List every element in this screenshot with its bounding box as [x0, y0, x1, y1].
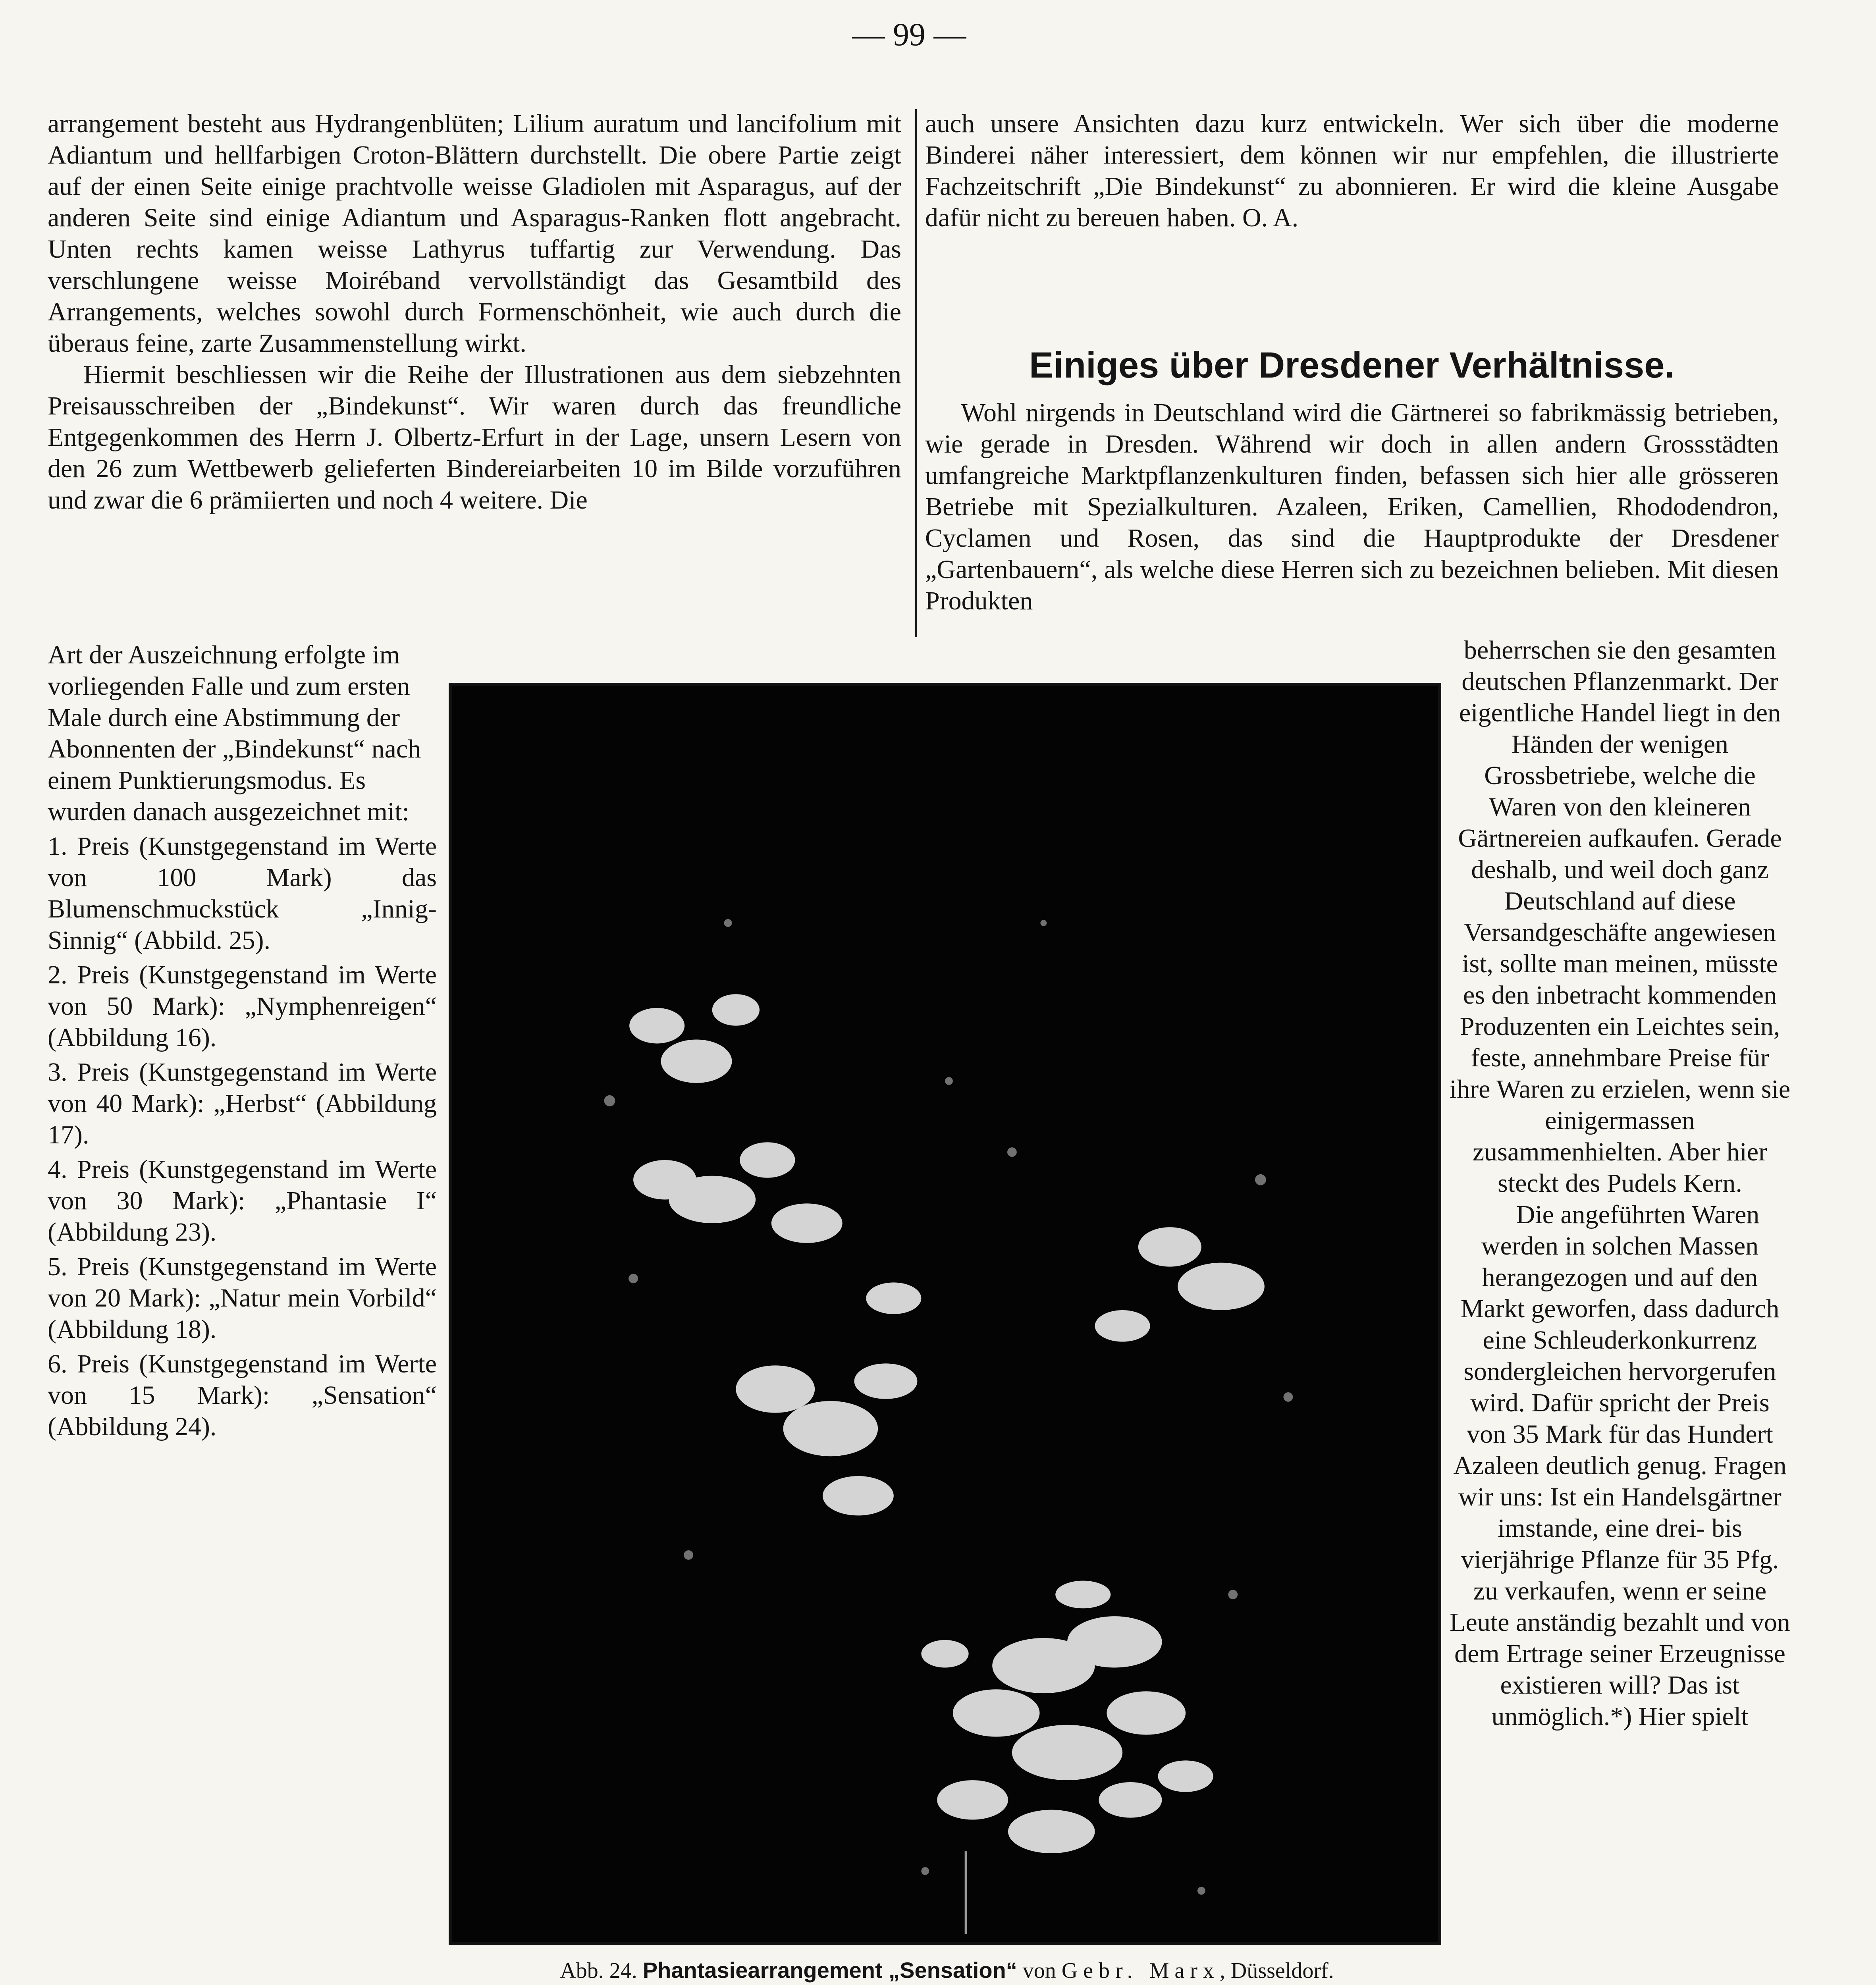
wrap-paragraph-1: beherrschen sie den gesamten deutschen Pflanzenmarkt. Der eigentliche Handel liegt in den Händen der wenigen Grossbetriebe, welche die Waren von den kleineren Gärtnereien aufkaufen. Gerade deshalb, und weil doch ganz Deutschland auf diese Versandgeschäfte angewiesen ist, sollte man meinen, müsste es den inbetracht kommenden Produzenten ein Leichtes sein, feste, annehmbare Preise für ihre Waren zu erzielen, wenn sie einigermassen zusammenhielten. Aber hier steckt des Pudels Kern.	[1449, 636, 1791, 1198]
prize-2: 2. Preis (Kunstgegenstand im Werte von 50 Mark): „Nymphenreigen“ (Abbildung 16).	[48, 960, 437, 1052]
prize-5: 5. Preis (Kunstgegenstand im Werte von 20 Mark): „Natur mein Vorbild“ (Abbildung 18).	[48, 1252, 437, 1344]
article-paragraph-1: Wohl nirgends in Deutschland wird die Gärtnerei so fabrikmässig betrieben, wie gerade in Dresden. Während wir doch in allen andern Grossstädten umfangreiche Marktpflanzenkulturen finden, befassen sich hier alle grösseren Betriebe mit Spezialkulturen. Azaleen, Eriken, Camellien, Rhododendron, Cyclamen und Rosen, das sind die Hauptprodukte der Dresdener „Gartenbauern“, als welche diese Herren sich zu bezeichnen belieben. Mit diesen Produkten	[925, 398, 1779, 615]
right-wrap-column	[1449, 634, 1791, 1732]
column-divider-top	[915, 109, 917, 637]
right-top-column	[925, 108, 1779, 233]
figure-title: Phantasiearrangement „Sensation“	[642, 1958, 1017, 1983]
prize-3: 3. Preis (Kunstgegenstand im Werte von 40 Mark): „Herbst“ (Abbildung 17).	[48, 1058, 437, 1149]
page-number: — 99 —	[852, 16, 966, 52]
prize-1: 1. Preis (Kunstgegenstand im Werte von 100 Mark) das Blumenschmuckstück „Innig-Sinnig“ (Abbild. 25).	[48, 832, 437, 955]
prizes-intro: Art der Auszeichnung erfolgte im vorliegenden Falle und zum ersten Male durch eine Abstimmung der Abonnenten der „Bindekunst“ nach einem Punktierungsmodus. Es wurden danach ausgezeichnet mit:	[48, 640, 421, 826]
figure-label: Abb. 24.	[560, 1958, 637, 1983]
article-heading: Einiges über Dresdener Verhältnisse.	[1029, 345, 1675, 385]
figure-credit-name: Gebr. Marx	[1061, 1958, 1220, 1983]
wrap-paragraph-2: Die angeführten Waren werden in solchen Massen herangezogen und auf den Markt geworfen, dass dadurch eine Schleuderkonkurrenz sondergleichen hervorgerufen wird. Dafür spricht der Preis von 35 Mark für das Hundert Azaleen deutlich genug. Fragen wir uns: Ist ein Handelsgärtner imstande, eine drei- bis vierjährige Pflanze für 35 Pfg. zu verkaufen, wenn er seine Leute anständig bezahlt und von dem Ertrage seiner Erzeugnisse existieren will? Das ist unmöglich.*) Hier spielt	[1450, 1200, 1790, 1731]
prize-column	[48, 639, 437, 1442]
prize-4: 4. Preis (Kunstgegenstand im Werte von 30 Mark): „Phantasie I“ (Abbildung 23).	[48, 1155, 437, 1247]
article-intro	[925, 397, 1779, 617]
figure-photo	[449, 683, 1441, 1945]
figure-credit-place: , Düsseldorf.	[1219, 1958, 1334, 1983]
left-paragraph-2: Hiermit beschliessen wir die Reihe der Illustrationen aus dem siebzehnten Preisausschreiben der „Bindekunst“. Wir waren durch das freundliche Entgegenkommen des Herrn J. Olbertz-Erfurt in der Lage, unsern Lesern von den 26 zum Wettbewerb gelieferten Bindereiarbeiten 10 im Bilde vorzuführen und zwar die 6 prämiierten und noch 4 weitere. Die	[48, 360, 901, 515]
left-top-column	[48, 108, 901, 516]
figure-credit-prefix: von	[1022, 1958, 1056, 1983]
prize-6: 6. Preis (Kunstgegenstand im Werte von 15 Mark): „Sensation“ (Abbildung 24).	[48, 1349, 437, 1441]
right-paragraph-1: auch unsere Ansichten dazu kurz entwickeln. Wer sich über die moderne Binderei näher interessiert, dem können wir nur empfehlen, die illustrierte Fachzeitschrift „Die Bindekunst“ zu abonnieren. Er wird die kleine Ausgabe dafür nicht zu bereuen haben. O. A.	[925, 109, 1779, 232]
left-paragraph-1: arrangement besteht aus Hydrangenblüten; Lilium auratum und lancifolium mit Adiantum und hellfarbigen Croton-Blättern durchstellt. Die obere Partie zeigt auf der einen Seite einige prachtvolle weisse Gladiolen mit Asparagus, auf der anderen Seite sind einige Adiantum und Asparagus-Ranken flott angebracht. Unten rechts kamen weisse Lathyrus tuffartig zur Verwendung. Das verschlungene weisse Moiréband vervollständigt das Gesamtbild des Arrangements, welches sowohl durch Formenschönheit, wie auch durch die überaus feine, zarte Zusammenstellung wirkt.	[48, 109, 901, 358]
figure-caption	[441, 1957, 1453, 1983]
flower-arrangement-image	[452, 686, 1438, 1942]
